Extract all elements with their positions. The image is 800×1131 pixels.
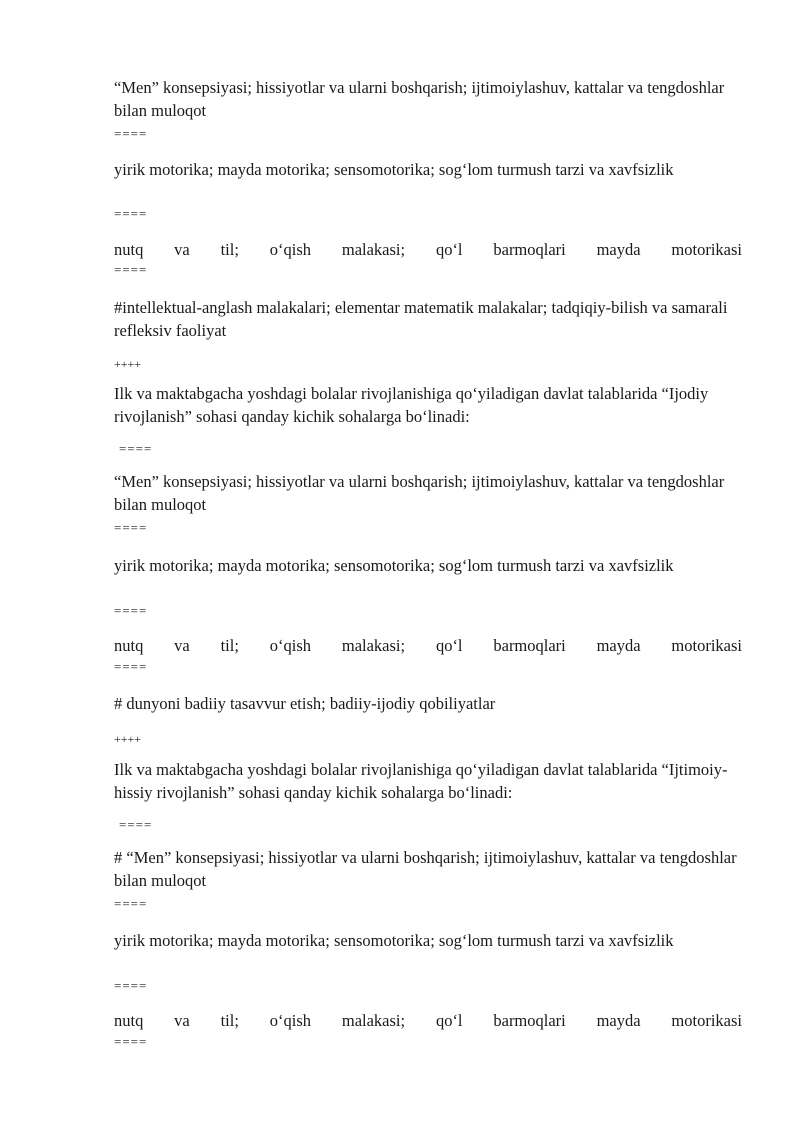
separator: ==== <box>119 817 153 832</box>
answer-option: yirik motorika; mayda motorika; sensomotorika; sog‘lom turmush tarzi va xavfsizlik <box>114 931 674 950</box>
separator: ==== <box>114 1034 148 1049</box>
answer-option: yirik motorika; mayda motorika; sensomotorika; sog‘lom turmush tarzi va xavfsizlik <box>114 160 674 179</box>
correct-answer-option: #intellektual-anglash malakalari; elementar matematik malakalar; tadqiqiy-bilish va samarali refleksiv faoliyat <box>114 298 728 340</box>
separator: ==== <box>114 978 148 993</box>
question-text: Ilk va maktabgacha yoshdagi bolalar rivojlanishiga qo‘yiladigan davlat talablarida “Ijtimoiy-hissiy rivojlanish” sohasi qanday kichik sohalarga bo‘linadi: <box>114 760 728 802</box>
question-separator: ++++ <box>114 732 142 746</box>
separator: ==== <box>114 126 148 141</box>
separator: ==== <box>114 659 148 674</box>
answer-option: yirik motorika; mayda motorika; sensomotorika; sog‘lom turmush tarzi va xavfsizlik <box>114 556 674 575</box>
separator: ==== <box>114 603 148 618</box>
answer-option: “Men” konsepsiyasi; hissiyotlar va ularni boshqarish; ijtimoiylashuv, kattalar va tengdoshlar bilan muloqot <box>114 78 725 120</box>
separator: ==== <box>119 441 153 456</box>
question-text: Ilk va maktabgacha yoshdagi bolalar rivojlanishiga qo‘yiladigan davlat talablarida “Ijodiy rivojlanish” sohasi qanday kichik sohalarga bo‘linadi: <box>114 384 709 426</box>
answer-option: nutq va til; o‘qish malakasi; qo‘l barmoqlari mayda motorikasi <box>114 1011 742 1030</box>
question-separator: ++++ <box>114 357 142 371</box>
correct-answer-option: # dunyoni badiiy tasavvur etish; badiiy-ijodiy qobiliyatlar <box>114 694 496 713</box>
separator: ==== <box>114 206 148 221</box>
answer-option: nutq va til; o‘qish malakasi; qo‘l barmoqlari mayda motorikasi <box>114 240 742 259</box>
separator: ==== <box>114 262 148 277</box>
separator: ==== <box>114 896 148 911</box>
answer-option: nutq va til; o‘qish malakasi; qo‘l barmoqlari mayda motorikasi <box>114 636 742 655</box>
separator: ==== <box>114 520 148 535</box>
correct-answer-option: # “Men” konsepsiyasi; hissiyotlar va ularni boshqarish; ijtimoiylashuv, kattalar va tengdoshlar bilan muloqot <box>114 848 737 890</box>
answer-option: “Men” konsepsiyasi; hissiyotlar va ularni boshqarish; ijtimoiylashuv, kattalar va tengdoshlar bilan muloqot <box>114 472 725 514</box>
